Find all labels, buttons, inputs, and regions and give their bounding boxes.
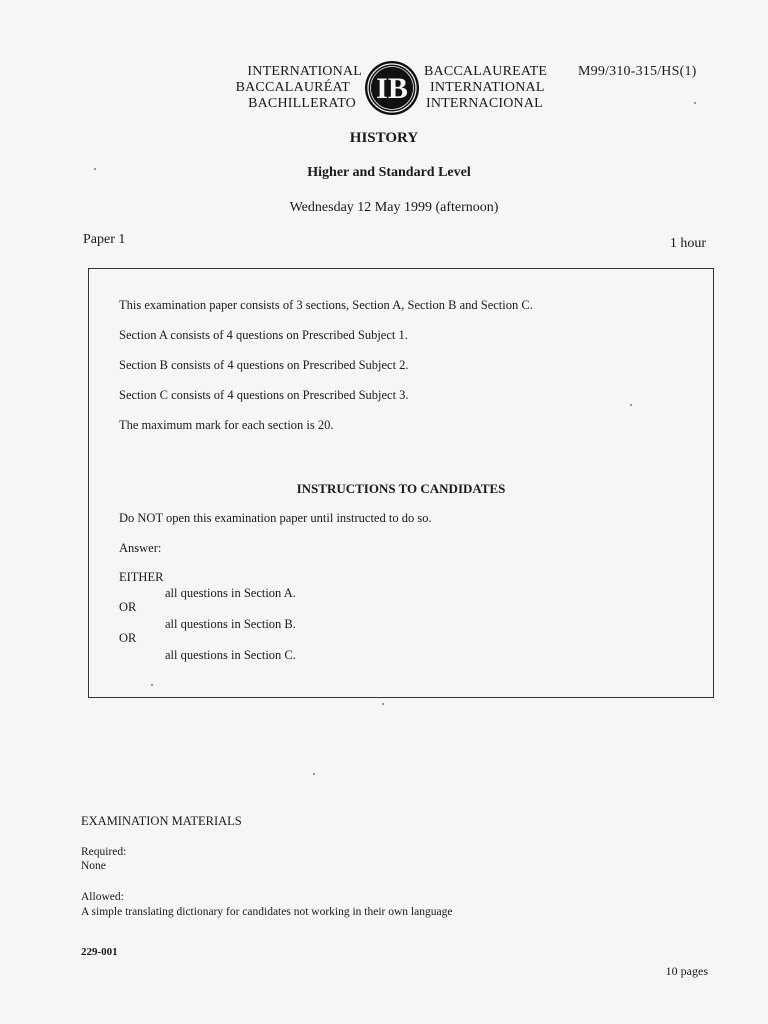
document-reference: 229-001 (81, 946, 118, 958)
header-right-line-1: BACCALAUREATE (424, 64, 548, 79)
scan-speck (313, 773, 315, 775)
page-count: 10 pages (665, 964, 708, 978)
ib-logo (364, 60, 420, 116)
header-right-line-2: INTERNATIONAL (430, 80, 545, 95)
exam-code: M99/310-315/HS(1) (578, 64, 697, 79)
option-section-c: all questions in Section C. (165, 648, 296, 662)
box-line-section-a: Section A consists of 4 questions on Prescribed Subject 1. (119, 328, 408, 342)
allowed-label: Allowed: (81, 891, 124, 903)
exam-title: HISTORY (349, 130, 419, 146)
scan-speck (151, 684, 153, 686)
paper-number: Paper 1 (83, 232, 126, 247)
scan-speck (382, 703, 384, 705)
box-line-section-b: Section B consists of 4 questions on Prescribed Subject 2. (119, 358, 409, 372)
instructions-line: Do NOT open this examination paper until instructed to do so. (119, 511, 432, 525)
required-label: Required: (81, 846, 127, 858)
header-left-line-2: BACCALAURÉAT (235, 80, 350, 95)
box-line-sections: This examination paper consists of 3 sections, Section A, Section B and Section C. (119, 298, 533, 312)
or-label-1: OR (119, 600, 137, 614)
logo-text: IB (376, 72, 408, 105)
header-left-line-3: BACHILLERATO (248, 96, 356, 111)
header-left-names (228, 64, 362, 112)
required-value: None (81, 860, 106, 872)
header-right-line-3: INTERNACIONAL (426, 96, 543, 111)
exam-date: Wednesday 12 May 1999 (afternoon) (289, 200, 499, 215)
or-label-2: OR (119, 631, 137, 645)
exam-duration: 1 hour (669, 236, 706, 251)
exam-level: Higher and Standard Level (307, 165, 471, 180)
option-section-b: all questions in Section B. (165, 617, 296, 631)
box-line-section-c: Section C consists of 4 questions on Prescribed Subject 3. (119, 388, 409, 402)
box-line-max-mark: The maximum mark for each section is 20. (119, 418, 334, 432)
instructions-title: INSTRUCTIONS TO CANDIDATES (296, 481, 506, 496)
header-left-line-1: INTERNATIONAL (247, 64, 362, 79)
scan-speck (94, 168, 96, 170)
scan-speck (630, 404, 632, 406)
scan-speck (694, 102, 696, 104)
allowed-value: A simple translating dictionary for candidates not working in their own language (81, 906, 453, 918)
materials-heading: EXAMINATION MATERIALS (81, 814, 242, 828)
answer-label: Answer: (119, 541, 162, 555)
header-right-names (424, 64, 564, 112)
either-label: EITHER (119, 570, 164, 584)
option-section-a: all questions in Section A. (165, 586, 296, 600)
